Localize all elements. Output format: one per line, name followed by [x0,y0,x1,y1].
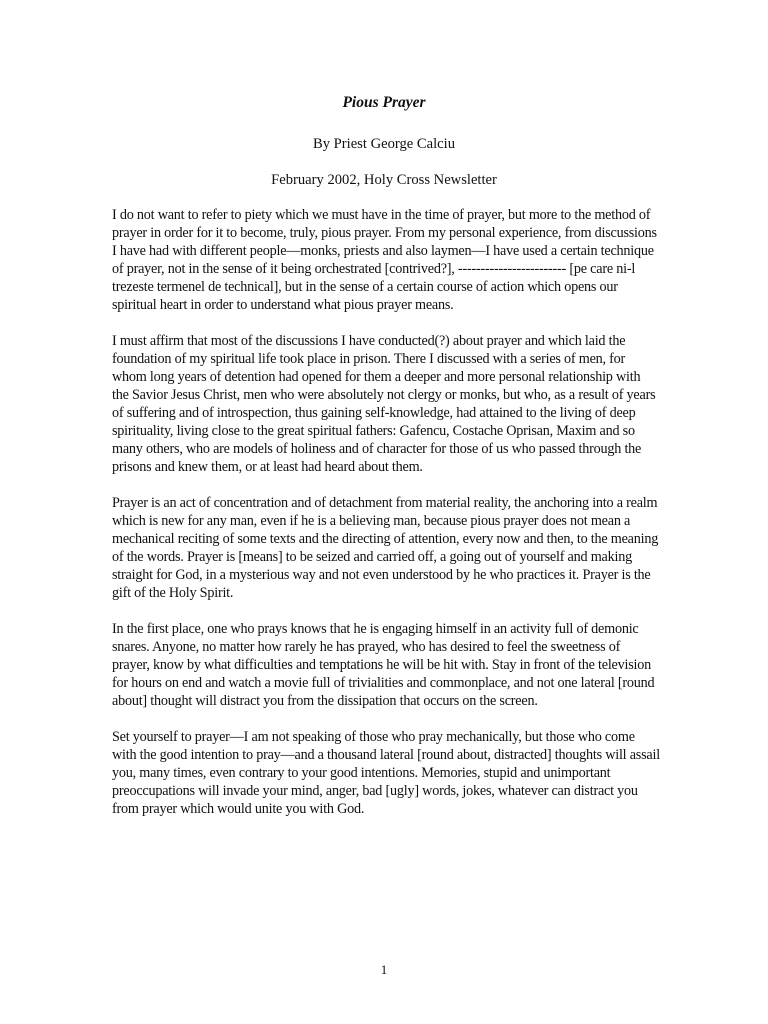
body-paragraph: Prayer is an act of concentration and of detachment from material reality, the anchoring into a realm which is new for any man, even if he is a believing man, because pious prayer does not mean a mechanical reciting of some texts and the directing of attention, every now and then, to the meaning of the words. Prayer is [means] to be seized and carried off, a going out of yourself and making straight for God, in a mysterious way and not even understood by he who practices it. Prayer is the gift of the Holy Spirit. [112,495,659,601]
document-title: Pious Prayer [342,94,426,111]
body-paragraph: In the first place, one who prays knows that he is engaging himself in an activity full of demonic snares. Anyone, no matter how rarely he has prayed, who has desired to feel the sweetness of prayer, know by what difficulties and temptations he will be hit with. Stay in front of the television for hours on end and watch a movie full of trivialities and commonplace, and not one lateral [round about] thought will distract you from the dissipation that occurs on the screen. [112,621,655,709]
body-paragraph: I do not want to refer to piety which we must have in the time of prayer, but more to the method of prayer in order for it to become, truly, pious prayer. From my personal experience, from discussions I have had with different people—monks, priests and also laymen—I have used a certain technique of prayer, not in the sense of it being orchestrated [contrived?], ------------------------ [pe care ni-l trezeste termenel de technical], but in the sense of a certain course of action which opens our spiritual heart in order to understand what pious prayer means. [112,207,657,313]
document-body [112,206,660,836]
publication-dateline: February 2002, Holy Cross Newsletter [271,172,497,188]
body-paragraph: I must affirm that most of the discussions I have conducted(?) about prayer and which laid the foundation of my spiritual life took place in prison. There I discussed with a series of men, for whom long years of detention had opened for them a deeper and more personal relationship with the Savior Jesus Christ, men who were absolutely not clergy or monks, but who, as a result of years of suffering and of introspection, thus gaining self-knowledge, had attained to the living of deep spirituality, living close to the great spiritual fathers: Gafencu, Costache Oprisan, Maxim and so many others, who are models of holiness and of character for those of us who passed through the prisons and knew them, or at least had heard about them. [112,333,656,475]
page-number: 1 [380,962,388,977]
author-byline: By Priest George Calciu [313,136,455,152]
body-paragraph: Set yourself to prayer—I am not speaking of those who pray mechanically, but those who come with the good intention to pray—and a thousand lateral [round about, distracted] thoughts will assail you, many times, even contrary to your good intentions. Memories, stupid and unimportant preoccupations will invade your mind, anger, bad [ugly] words, jokes, whatever can distract you from prayer which would unite you with God. [112,729,660,817]
